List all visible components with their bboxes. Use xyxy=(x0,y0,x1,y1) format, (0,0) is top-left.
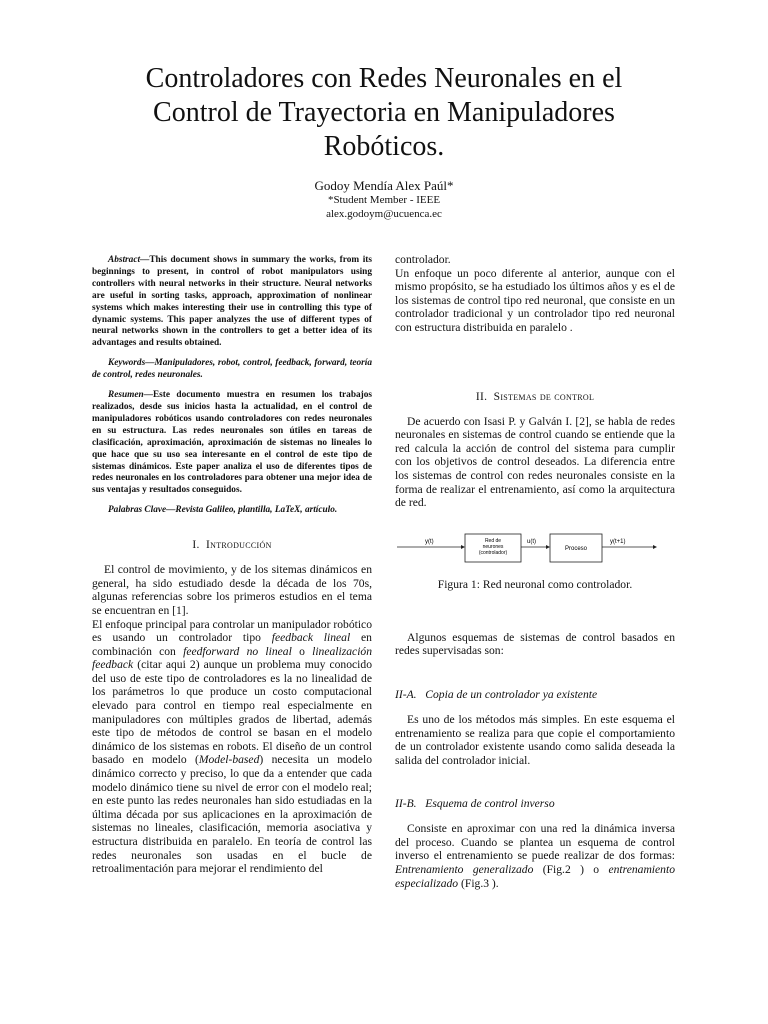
label-input: y(t) xyxy=(425,538,434,545)
keywords: Keywords—Manipuladores, robot, control, feedback, forward, teoría de control, redes neuronales. xyxy=(92,358,372,381)
author-email: alex.godoym@ucuenca.ec xyxy=(326,208,442,220)
subb-emphasis: Entrenamiento generalizado xyxy=(395,863,534,877)
intro-emphasis: linealización feedback xyxy=(92,644,373,672)
intro-emphasis: Model-based xyxy=(198,753,260,767)
intro-paragraph-1: El control de movimiento, y de los sitemas dinámicos en general, ha sido estudiado desde la década de los 70s, algunas referencias sobre los primeros estudios en el tema se encuentran en [1]. xyxy=(92,563,372,617)
intro-emphasis: feedforward no lineal xyxy=(183,644,292,658)
resumen-label: Resumen xyxy=(108,390,144,401)
controller-label-3: (controlador) xyxy=(478,549,508,556)
intro-text: El enfoque principal para controlar un manipulador robótico es usando un controlador tipo xyxy=(92,617,372,645)
process-label: Proceso xyxy=(564,545,588,552)
subsection-a-paragraph: Es uno de los métodos más simples. En este esquema el entrenamiento se realiza para que copie el comportamiento de un controlador existente usando como salida deseada la salida del controlador inicial. xyxy=(395,712,675,767)
section-title: Sistemas de control xyxy=(493,390,595,403)
subb-text: Consiste en aproximar con una red la dinámica inversa del proceso. Cuando se plantea un esquema de control inverso el entrenamiento se puede realizar de dos formas: xyxy=(395,822,675,863)
intro-text: en combinación con xyxy=(92,631,372,658)
intro-continuation: controlador. xyxy=(395,253,451,266)
subsection-number: II-A. xyxy=(395,687,417,701)
subsection-number: II-B. xyxy=(395,797,417,811)
subb-text: (Fig.3 ). xyxy=(458,876,499,890)
resumen-text: —Este documento muestra en resumen los trabajos realizados, desde sus inicios hasta la actualidad, en el control de manipuladores robóticos usando controladores con redes neuronales en su estructura. Las redes neuronales son útiles en tareas de clasificación, aproximación, aproximación de sistemas no lineales lo que hace que su uso sea interesante en el control de este tipo de sistemas dinámicos. Este paper analiza el uso de diferentes tipos de redes neuronales en los controladores para obtener una mejor idea de sus ventajas y resultados conseguidos. xyxy=(92,390,372,496)
controller-label-2: neurones xyxy=(482,543,504,550)
intro-text: ) necesita un modelo dinámico correcto y preciso, lo que da a entender que cada modelo dinámico tiene su nivel de error con el modelo real; en este punto las redes neuronales han sido estudiadas en la última década por sus aplicaciones en la aproximación de sistemas no lineales, clasificación, memoria asociativa y estructura distribuida en paralelo. En teoría de control las redes neuronales son usadas en el bucle de retroalimentación para mejorar el rendimiento del xyxy=(92,753,373,876)
label-mid: u(t) xyxy=(527,538,536,545)
subsection-b-paragraph xyxy=(395,822,675,890)
intro-text: o xyxy=(291,644,313,658)
subb-text: (Fig.2 ) o xyxy=(533,863,609,877)
output-arrowhead xyxy=(653,545,657,549)
section-title: Introducción xyxy=(206,539,272,552)
input-arrowhead xyxy=(461,545,465,549)
subsection-heading-a xyxy=(395,688,675,701)
subsection-title: Copia de un controlador ya existente xyxy=(425,687,598,701)
paper-title: Controladores con Redes Neuronales en el Control de Trayectoria en Manipuladores Robóticos. xyxy=(145,63,623,162)
abstract-label: Abstract xyxy=(108,255,141,265)
intro-emphasis: feedback lineal xyxy=(271,631,351,645)
resumen xyxy=(92,390,372,497)
figure-1-diagram xyxy=(395,528,675,564)
author-affiliation: *Student Member - IEEE xyxy=(327,194,441,206)
subsection-title: Esquema de control inverso xyxy=(425,797,555,811)
section-heading-sistemas xyxy=(395,391,675,403)
sistemas-paragraph-1: De acuerdo con Isasi P. y Galván I. [2], se habla de redes neuronales en sistemas de control cuando se entiende que la red calcula la acción de control del sistema para cumplir con los objetivos de control deseados. La diferencia entre los sistemas de control con redes neuronales consiste en la forma de realizar el entrenamiento, así como la arquitectura de red. xyxy=(395,414,675,510)
right-column xyxy=(395,253,675,890)
label-output: y(t+1) xyxy=(610,538,626,545)
intro-paragraph-3: Un enfoque un poco diferente al anterior, aunque con el mismo propósito, se ha estudiado los últimos años y es el de los sistemas de control tipo red neuronal, que consiste en un controlador tradicional y un controlador tipo red neuronal con estructura distribuida en paralelo . xyxy=(395,266,675,334)
palabras-clave: Palabras Clave—Revista Galileo, plantilla, LaTeX, artículo. xyxy=(108,505,338,516)
subsection-heading-b xyxy=(395,797,675,810)
left-column xyxy=(92,255,372,876)
sistemas-paragraph-2: Algunos esquemas de sistemas de control basados en redes supervisadas son: xyxy=(395,630,675,658)
abstract-text: —This document shows in summary the works, from its beginnings to present, in control of robot manipulators using controllers with neural networks in their structure. Neural networks are useful in sorting tasks, approach, approximation of nonlinear systems which makes interesting their use in controlling this type of dynamic systems. This paper analyzes the use of different types of neural networks shown in the controllers to get a better idea of its advantages and results obtained. xyxy=(92,255,372,349)
abstract xyxy=(92,255,372,350)
figure-1-caption: Figura 1: Red neuronal como controlador. xyxy=(437,577,633,591)
section-number: I. xyxy=(192,539,200,552)
middle-arrowhead xyxy=(546,545,550,549)
intro-text: (citar aqui 2) aunque un problema muy conocido del uso de este tipo de controladores es la no linealidad de los parámetros lo que produce un costo computacional elevado para control en tiempo real especialmente en manipuladores con múltiples grados de libertad, además este tipo de métodos de control se basan en el modelo dinámico de los sistemas en robots. El diseño de un control basado en modelo ( xyxy=(92,658,372,767)
intro-paragraph-2 xyxy=(92,618,372,876)
section-number: II. xyxy=(475,390,488,403)
section-heading-introduccion xyxy=(92,539,372,551)
controller-label-1: Red de xyxy=(484,537,502,544)
author-name: Godoy Mendía Alex Paúl* xyxy=(314,178,454,193)
subb-emphasis: entrenamiento especializado xyxy=(395,863,675,890)
